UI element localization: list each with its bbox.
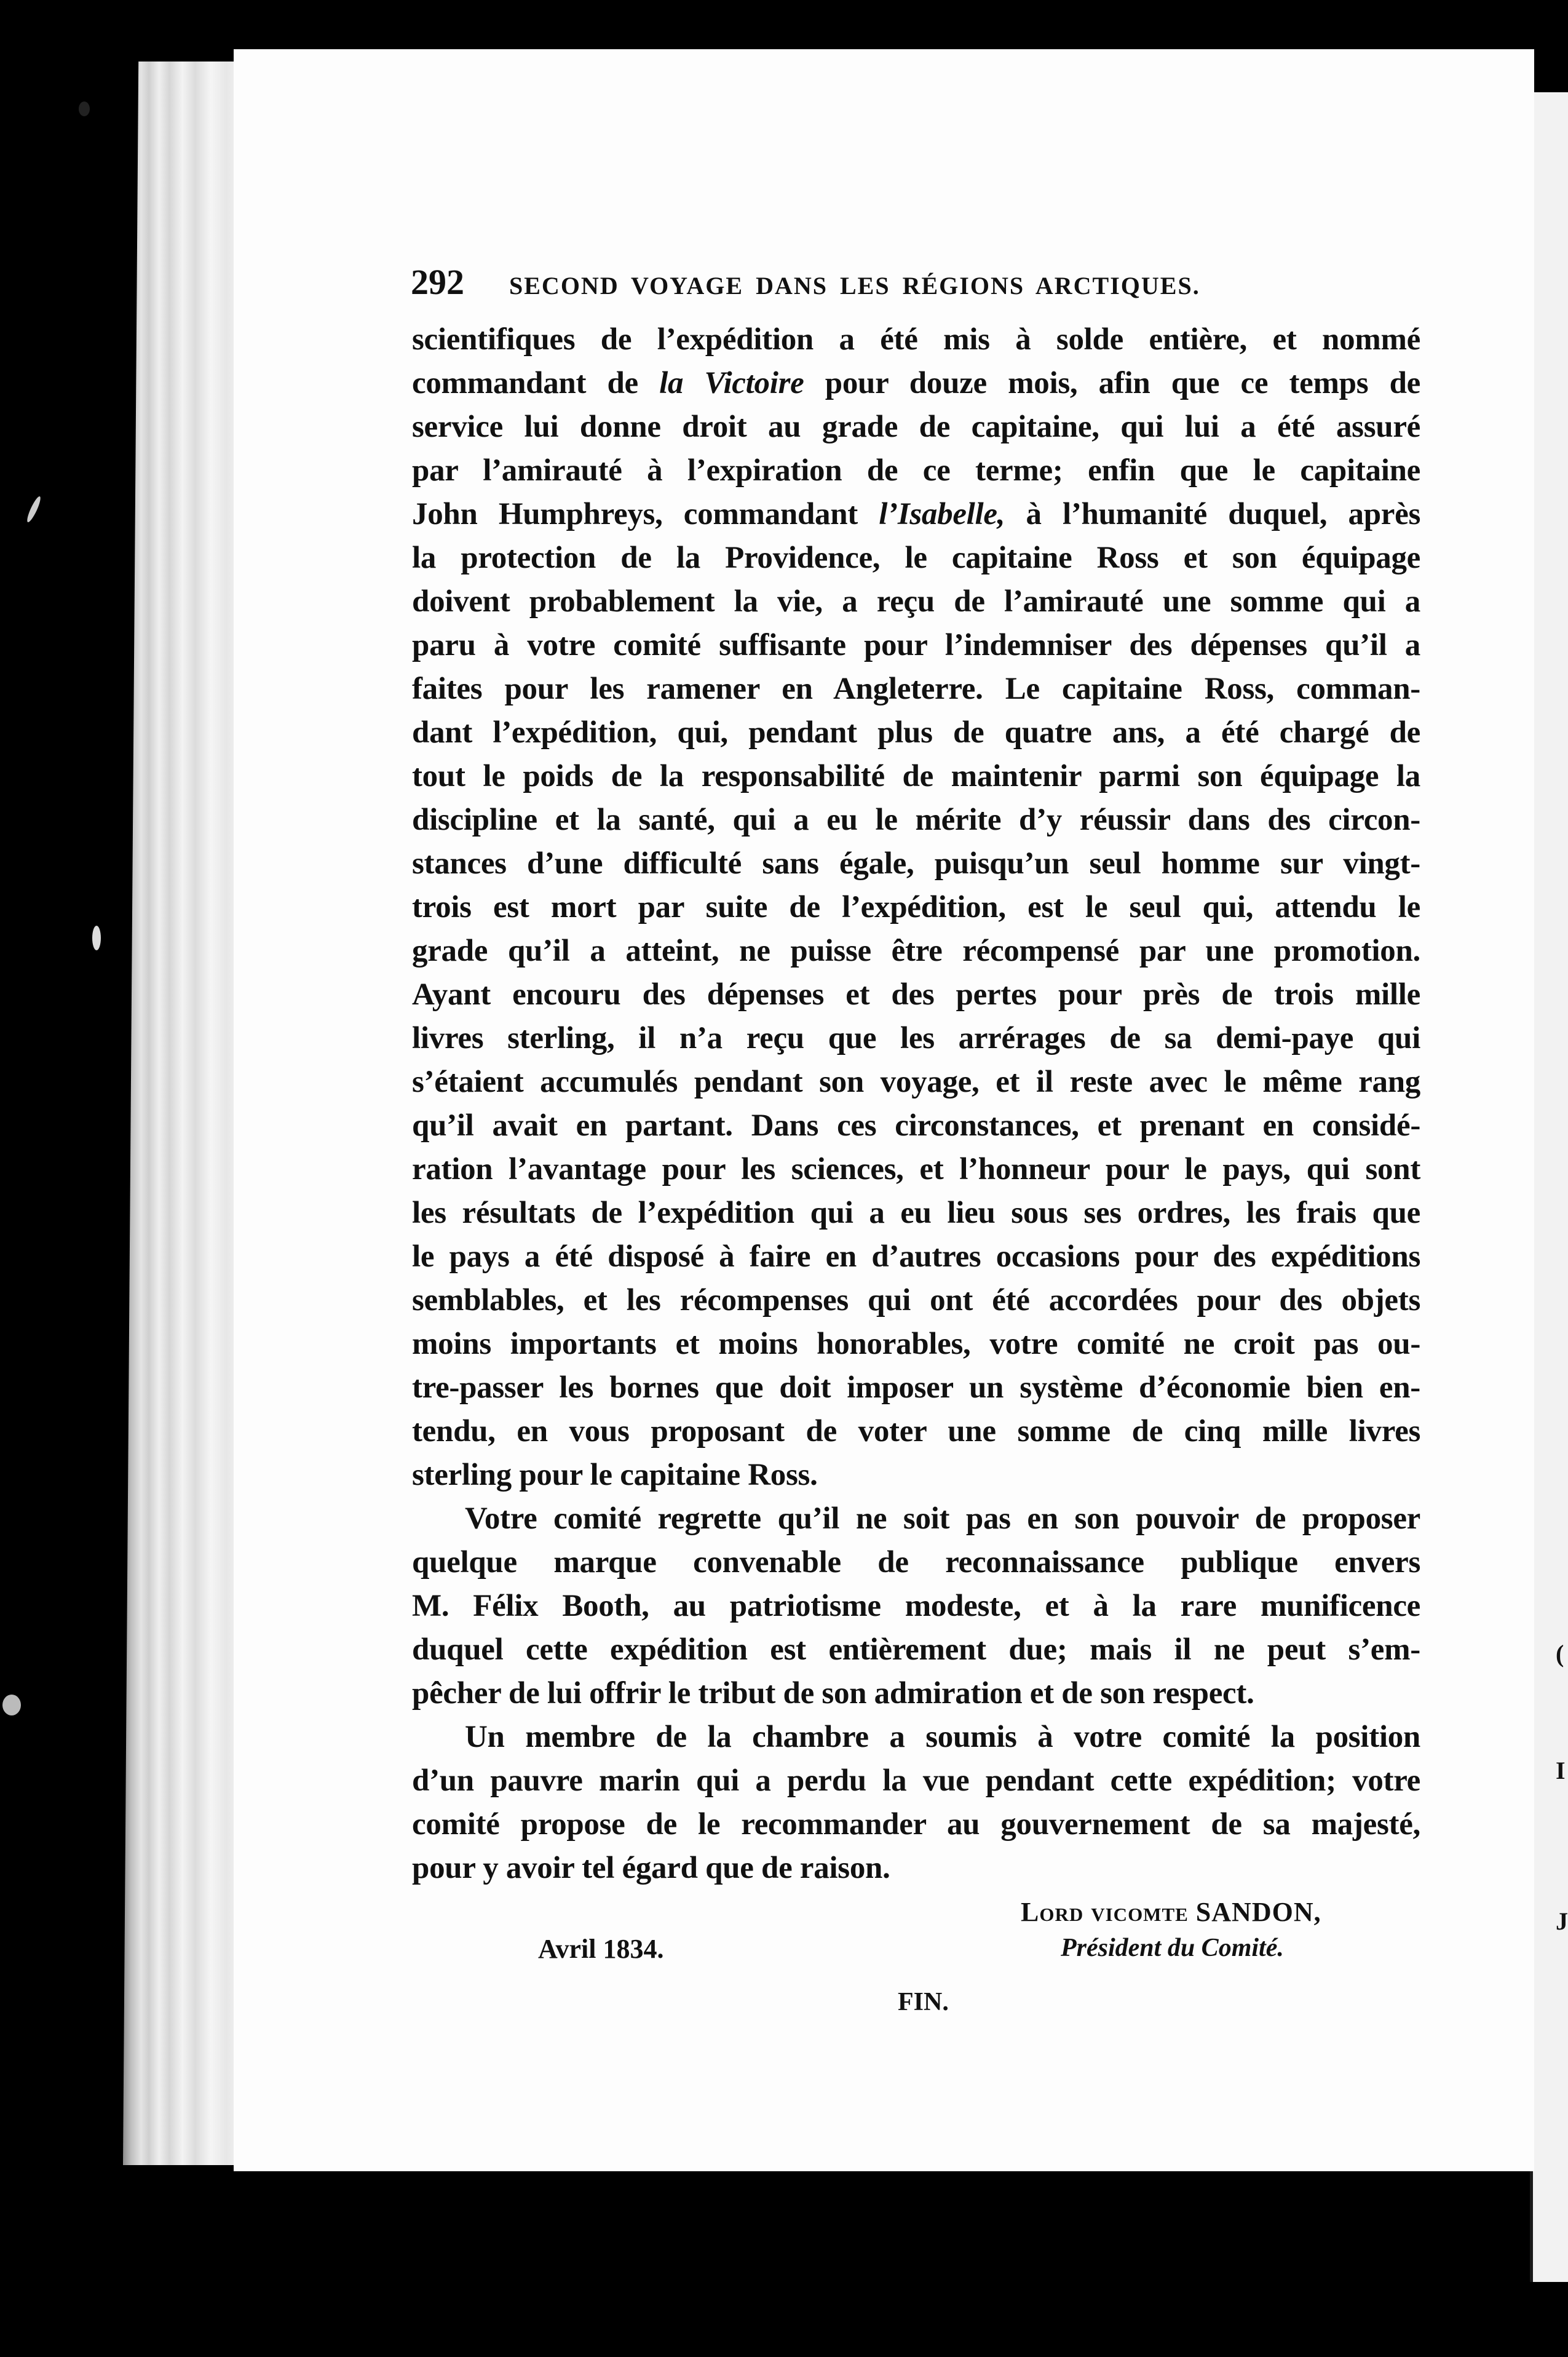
scan-speck <box>2 1695 21 1715</box>
report-date: Avril 1834. <box>538 1934 664 1964</box>
text-line: les résultats de l’expédition qui a eu lieu sous ses ordres, les frais que <box>412 1196 1420 1230</box>
signatory-name: Lord vicomte SANDON, <box>1021 1897 1321 1927</box>
text-line: qu’il avait en partant. Dans ces circonstances, et prenant en considé- <box>412 1108 1420 1143</box>
text-run: John Humphreys, commandant <box>412 497 879 531</box>
ship-name-italic: la Victoire <box>659 366 804 400</box>
text-line: paru à votre comité suffisante pour l’indemniser des dépenses qu’il a <box>412 628 1420 662</box>
text-line: Un membre de la chambre a soumis à votre comité la position <box>465 1720 1420 1754</box>
text-run: à l’humanité duquel, après <box>1005 497 1420 531</box>
page-number: 292 <box>411 262 464 302</box>
text-line: M. Félix Booth, au patriotisme modeste, et à la rare munificence <box>412 1589 1420 1623</box>
text-line: par l’amirauté à l’expiration de ce terme; enfin que le capitaine <box>412 453 1420 488</box>
text-line: d’un pauvre marin qui a perdu la vue pendant cette expédition; votre <box>412 1763 1420 1798</box>
text-line: Ayant encouru des dépenses et des pertes pour près de trois mille <box>412 977 1420 1012</box>
adjacent-page-edge <box>1530 92 1568 2282</box>
text-line: ration l’avantage pour les sciences, et l’honneur pour le pays, qui sont <box>412 1152 1420 1186</box>
text-line: grade qu’il a atteint, ne puisse être récompensé par une promotion. <box>412 934 1420 968</box>
text-line: sterling pour le capitaine Ross. <box>412 1458 818 1492</box>
text-line: livres sterling, il n’a reçu que les arrérages de sa demi-paye qui <box>412 1021 1420 1055</box>
closing-block <box>412 1896 1420 2019</box>
text-line: quelque marque convenable de reconnaissance publique envers <box>412 1545 1420 1580</box>
adjacent-page-glyph: ( <box>1556 1640 1564 1667</box>
text-line: doivent probablement la vie, a reçu de l’amirauté une somme qui a <box>412 584 1420 619</box>
ship-name-italic: l’Isabelle, <box>879 497 1005 531</box>
text-run: commandant de <box>412 366 660 400</box>
scan-speck <box>25 495 43 523</box>
text-line: comité propose de le recommander au gouvernement de sa majesté, <box>412 1807 1420 1842</box>
adjacent-page-glyph: I <box>1556 1757 1566 1784</box>
text-line: service lui donne droit au grade de capitaine, qui lui a été assuré <box>412 410 1420 444</box>
text-line: discipline et la santé, qui a eu le mérite d’y réussir dans des circon- <box>412 803 1420 837</box>
text-line: Votre comité regrette qu’il ne soit pas en son pouvoir de proposer <box>465 1501 1420 1536</box>
text-run: pour douze mois, afin que ce temps de <box>804 366 1420 400</box>
text-line: semblables, et les récompenses qui ont été accordées pour des objets <box>412 1283 1420 1318</box>
text-line: la protection de la Providence, le capitaine Ross et son équipage <box>412 541 1420 575</box>
scan-speck <box>92 926 101 950</box>
text-line: faites pour les ramener en Angleterre. Le capitaine Ross, comman- <box>412 672 1420 706</box>
text-line: tendu, en vous proposant de voter une somme de cinq mille livres <box>412 1414 1420 1449</box>
text-line: pêcher de lui offrir le tribut de son admiration et de son respect. <box>412 1676 1254 1711</box>
text-line: stances d’une difficulté sans égale, puisqu’un seul homme sur vingt- <box>412 846 1420 881</box>
book-page-edges <box>123 62 252 2165</box>
text-line: scientifiques de l’expédition a été mis à solde entière, et nommé <box>412 322 1420 357</box>
running-head <box>411 261 1420 318</box>
text-line: pour y avoir tel égard que de raison. <box>412 1851 890 1885</box>
text-line: moins importants et moins honorables, votre comité ne croit pas ou- <box>412 1327 1420 1361</box>
adjacent-page-glyph: J <box>1556 1907 1568 1935</box>
text-line <box>412 493 1420 536</box>
text-line: trois est mort par suite de l’expédition, est le seul qui, attendu le <box>412 890 1420 924</box>
text-line: tout le poids de la responsabilité de maintenir parmi son équipage la <box>412 759 1420 793</box>
page-text-block <box>412 261 1420 2019</box>
text-line: duquel cette expédition est entièrement due; mais il ne peut s’em- <box>412 1632 1420 1667</box>
text-line: dant l’expédition, qui, pendant plus de quatre ans, a été chargé de <box>412 715 1420 750</box>
running-title: SECOND VOYAGE DANS LES RÉGIONS ARCTIQUES. <box>509 272 1200 300</box>
text-line: le pays a été disposé à faire en d’autres occasions pour des expéditions <box>412 1239 1420 1274</box>
text-line: tre-passer les bornes que doit imposer un système d’économie bien en- <box>412 1370 1420 1405</box>
end-mark: FIN. <box>898 1988 949 2016</box>
text-line <box>412 362 1420 405</box>
body-text <box>412 318 1420 1890</box>
text-line: s’étaient accumulés pendant son voyage, et il reste avec le même rang <box>412 1065 1420 1099</box>
signatory-title: Président du Comité. <box>1061 1934 1284 1962</box>
scan-speck <box>79 101 90 116</box>
